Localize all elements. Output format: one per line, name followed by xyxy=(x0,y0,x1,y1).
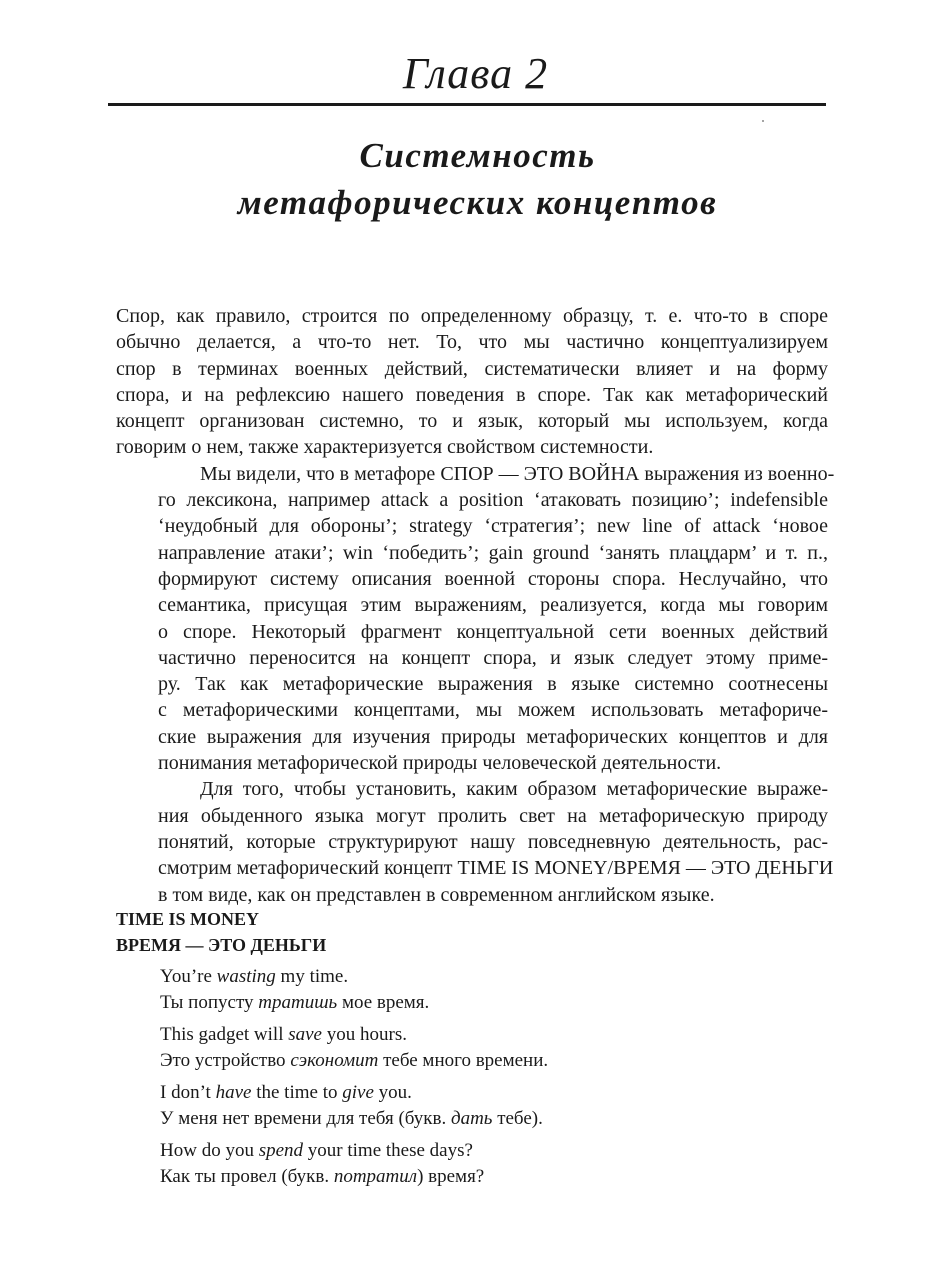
example-russian-line xyxy=(160,1048,800,1074)
paragraph-line: направление атаки’; win ‘победить’; gain ground ‘занять плацдарм’ и т. п., xyxy=(158,541,828,564)
paragraph-line: Спор, как правило, строится по определенному образцу, т. е. что-то в споре xyxy=(116,305,828,327)
paragraph-line: ру. Так как метафорические выражения в языке системно соотнесены xyxy=(158,673,828,696)
example-russian-line xyxy=(160,990,800,1016)
chapter-label: Глава 2 xyxy=(402,49,549,98)
example-emphasis: тратишь xyxy=(258,991,338,1013)
metaphor-heading-russian: ВРЕМЯ — ЭТО ДЕНЬГИ xyxy=(116,935,327,955)
chapter-title-line-2: метафорических концептов xyxy=(237,183,718,222)
paragraph-line: концепт организован системно, то и язык, который мы используем, когда xyxy=(116,410,828,433)
example-text: Это устройство xyxy=(160,1049,291,1071)
example-emphasis: потратил xyxy=(333,1165,418,1187)
example-text: Ты попусту xyxy=(160,991,259,1013)
paragraph-line: частично переносится на концепт спора, и язык следует этому приме- xyxy=(158,646,828,669)
example-text: How do you xyxy=(160,1140,259,1161)
example-text: You’re xyxy=(160,966,217,987)
body-text xyxy=(116,303,835,908)
chapter-title-line-1: Системность xyxy=(359,136,596,175)
example-emphasis: сэкономит xyxy=(290,1049,379,1071)
example-emphasis: give xyxy=(342,1082,374,1103)
paragraph-line: го лексикона, например attack a position ‘атаковать позицию’; indefensible xyxy=(158,489,828,512)
example-text: your time these days? xyxy=(303,1140,473,1161)
paragraph-line: понятий, которые структурируют нашу повседневную деятельность, рас- xyxy=(158,830,828,853)
metaphor-heading-english: TIME IS MONEY xyxy=(116,909,260,929)
paragraph-line: Мы видели, что в метафоре СПОР — ЭТО ВОЙНА выражения из военно- xyxy=(200,462,835,485)
paragraph-line: ‘неудобный для обороны’; strategy ‘стратегия’; new line of attack ‘новое xyxy=(158,515,828,538)
paragraph-line: понимания метафорической природы человеческой деятельности. xyxy=(158,752,722,775)
paragraph-2 xyxy=(116,461,835,777)
example-russian-line xyxy=(160,1106,800,1132)
example-text: I don’t xyxy=(160,1082,216,1103)
paragraph-line: ния обыденного языка могут пролить свет на метафорическую природу xyxy=(158,804,828,827)
paragraph-line: семантика, присущая этим выражениям, реализуется, когда мы говорим xyxy=(158,594,828,617)
example-item xyxy=(160,1138,800,1189)
example-text: тебе). xyxy=(492,1107,543,1129)
example-english-line xyxy=(160,1080,800,1106)
example-text: you. xyxy=(373,1082,412,1103)
example-text: This gadget will xyxy=(160,1024,289,1045)
paragraph-line: обычно делается, а что-то нет. То, что мы частично концептуализируем xyxy=(116,331,828,354)
example-list xyxy=(160,964,800,1196)
chapter-title xyxy=(0,132,941,226)
example-english-line xyxy=(160,1022,800,1048)
paragraph-line: Для того, чтобы установить, каким образом метафорические выраже- xyxy=(200,778,828,801)
paragraph-line: говорим о нем, также характеризуется свойством системности. xyxy=(116,436,654,459)
metaphor-heading xyxy=(116,906,326,958)
paragraph-1 xyxy=(116,303,828,461)
example-emphasis: have xyxy=(215,1082,252,1103)
example-emphasis: wasting xyxy=(216,966,276,987)
example-russian-line xyxy=(160,1164,800,1190)
paragraph-line: смотрим метафорический концепт TIME IS MONEY/ВРЕМЯ — ЭТО ДЕНЬГИ xyxy=(158,857,834,880)
example-english-line xyxy=(160,964,800,990)
example-item xyxy=(160,1022,800,1073)
example-text: my time. xyxy=(275,966,349,987)
scan-speck xyxy=(762,120,764,122)
example-text: ) время? xyxy=(417,1165,485,1187)
example-emphasis: дать xyxy=(450,1107,493,1129)
paragraph-line: в том виде, как он представлен в современном английском языке. xyxy=(158,883,715,906)
example-emphasis: spend xyxy=(258,1140,304,1161)
paragraph-line: о споре. Некоторый фрагмент концептуальной сети военных действий xyxy=(158,620,828,643)
paragraph-3 xyxy=(116,776,834,907)
paragraph-line: спор в терминах военных действий, систематически влияет и на форму xyxy=(116,357,828,380)
example-text: you hours. xyxy=(322,1024,407,1045)
chapter-rule xyxy=(108,103,826,106)
example-item xyxy=(160,1080,800,1131)
example-text: Как ты провел (букв. xyxy=(160,1165,334,1187)
paragraph-line: спора, и на рефлексию нашего поведения в споре. Так как метафорический xyxy=(116,383,828,406)
paragraph-line: с метафорическими концептами, мы можем использовать метафориче- xyxy=(158,699,828,722)
example-text: У меня нет времени для тебя (букв. xyxy=(160,1107,451,1129)
paragraph-line: формируют систему описания военной стороны спора. Неслучайно, что xyxy=(158,567,828,590)
example-text: мое время. xyxy=(337,991,430,1013)
example-emphasis: save xyxy=(288,1024,322,1045)
example-text: тебе много времени. xyxy=(378,1049,549,1071)
paragraph-line: ские выражения для изучения природы метафорических концептов и для xyxy=(158,725,828,748)
example-text: the time to xyxy=(251,1082,343,1103)
example-item xyxy=(160,964,800,1015)
example-english-line xyxy=(160,1138,800,1164)
